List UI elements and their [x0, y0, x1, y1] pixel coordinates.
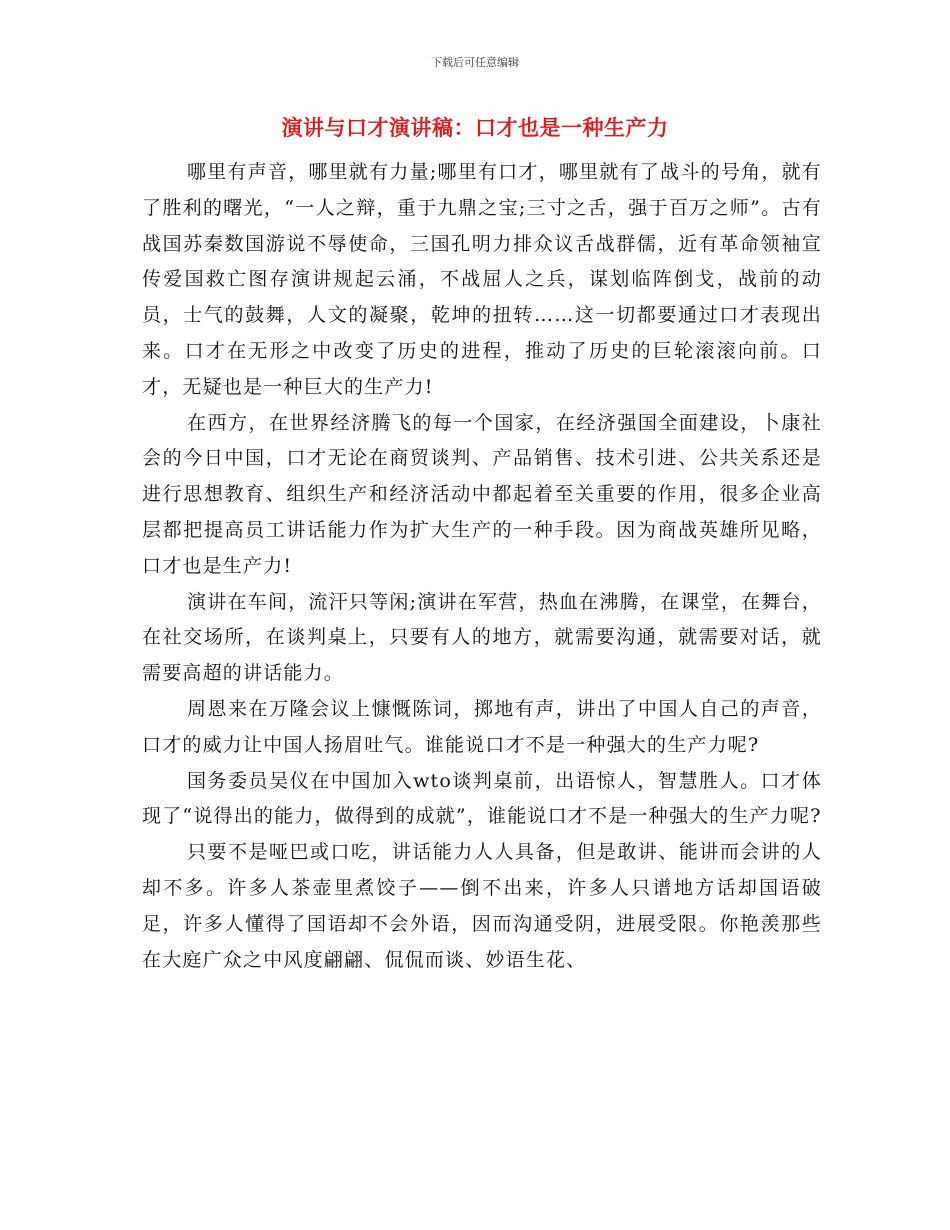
paragraph: 国务委员吴仪在中国加入wto谈判桌前，出语惊人，智慧胜人。口才体现了“说得出的能力，做得到的成就”，谁能说口才不是一种强大的生产力呢? [142, 769, 822, 828]
paragraph: 在西方，在世界经济腾飞的每一个国家，在经济强国全面建设，卜康社会的今日中国，口才无论在商贸谈判、产品销售、技术引进、公共关系还是进行思想教育、组织生产和经济活动中都起着至关重要的作用，很多企业高层都把提高员工讲话能力作为扩大生产的一种手段。因为商战英雄所见略，口才也是生产力! [142, 411, 822, 577]
paragraph: 演讲在车间，流汗只等闲;演讲在军营，热血在沸腾，在课堂，在舞台，在社交场所，在谈判桌上，只要有人的地方，就需要沟通，就需要对话，就需要高超的讲话能力。 [142, 590, 822, 685]
document-body [142, 155, 822, 978]
header-note: 下载后可任意编辑 [431, 56, 519, 69]
document-title: 演讲与口才演讲稿：口才也是一种生产力 [281, 116, 669, 140]
paragraph: 只要不是哑巴或口吃，讲话能力人人具备，但是敢讲、能讲而会讲的人却不多。许多人茶壶里煮饺子——倒不出来，许多人只谱地方话却国语破足，许多人懂得了国语却不会外语，因而沟通受阴，进展受限。你艳羡那些在大庭广众之中风度翩翩、侃侃而谈、妙语生花、 [142, 841, 822, 971]
paragraph: 哪里有声音，哪里就有力量;哪里有口才，哪里就有了战斗的号角，就有了胜利的曙光，“一人之辩，重于九鼎之宝;三寸之舌，强于百万之师”。古有战国苏秦数国游说不辱使命，三国孔明力排众议舌战群儒，近有革命领袖宣传爱国救亡图存演讲规起云涌，不战屈人之兵，谋划临阵倒戈，战前的动员，士气的鼓舞，人文的凝聚，乾坤的扭转……这一切都要通过口才表现出来。口才在无形之中改变了历史的进程，推动了历史的巨轮滚滚向前。口才，无疑也是一种巨大的生产力! [142, 161, 822, 398]
paragraph: 周恩来在万隆会议上慷慨陈词，掷地有声，讲出了中国人自己的声音，口才的威力让中国人扬眉吐气。谁能说口才不是一种强大的生产力呢? [142, 697, 822, 756]
